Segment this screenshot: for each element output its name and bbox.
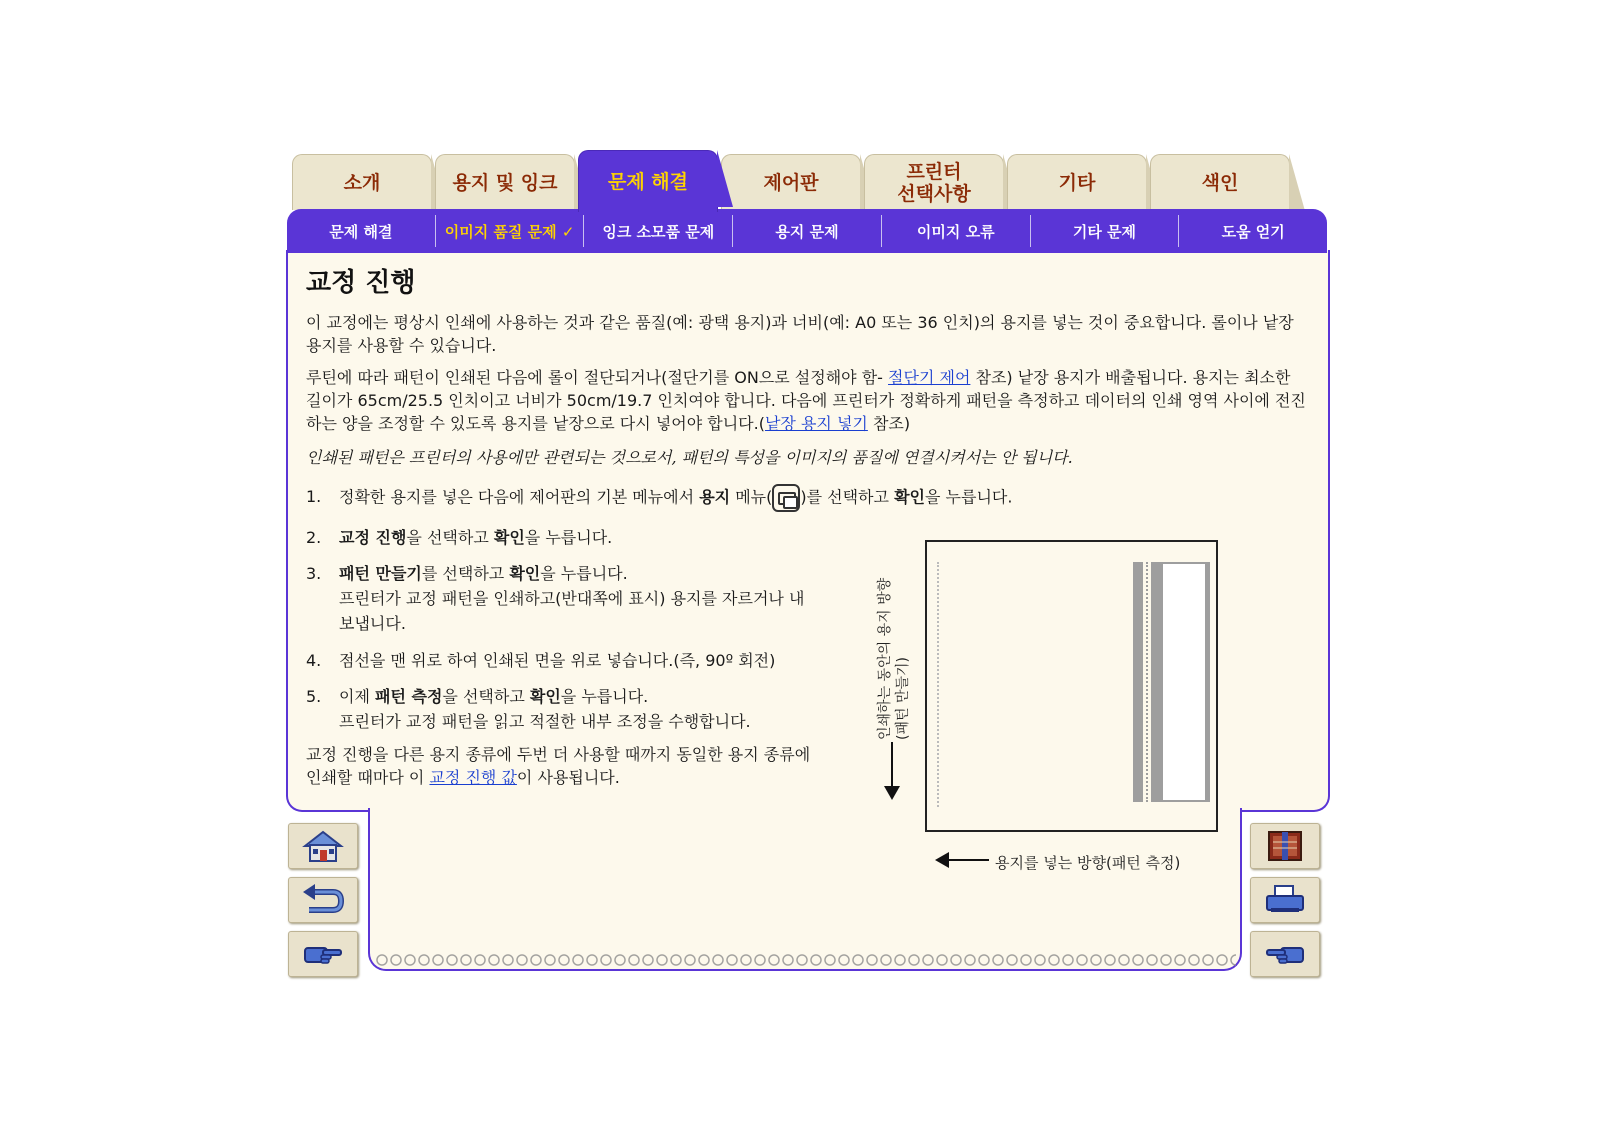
home-icon bbox=[301, 828, 345, 864]
subnav-image-errors[interactable]: 이미지 오류 bbox=[882, 215, 1031, 247]
note-paragraph: 인쇄된 패턴은 프린터의 사용에만 관련되는 것으로서, 패턴의 특성을 이미지의 품질에 연결시켜서는 안 됩니다. bbox=[306, 448, 1073, 467]
print-direction-arrow bbox=[891, 742, 893, 790]
cut-dotted-line bbox=[937, 562, 939, 807]
prev-page-hand-icon bbox=[1263, 936, 1307, 972]
subnav-media[interactable]: 용지 문제 bbox=[733, 215, 882, 247]
feed-direction-label: 용지를 넣는 방향(패턴 측정) bbox=[995, 854, 1181, 872]
cutter-control-link[interactable]: 절단기 제어 bbox=[888, 368, 971, 387]
calibration-pattern-diagram bbox=[925, 540, 1218, 832]
closing-paragraph: 교정 진행을 다른 용지 종류에 두번 더 사용할 때까지 동일한 용지 종류에 인쇄할 때마다 이 교정 진행 값이 사용됩니다. bbox=[306, 745, 811, 787]
spiral-binding bbox=[376, 950, 1236, 972]
prev-page-button[interactable] bbox=[1250, 931, 1320, 977]
bottom-panel bbox=[368, 808, 1242, 971]
step-5: 5. 이제 패턴 측정을 선택하고 확인을 누릅니다. 프린터가 교정 패턴을 읽고 적절한 내부 조정을 수행합니다. bbox=[306, 687, 751, 731]
next-page-button[interactable] bbox=[288, 931, 358, 977]
routine-paragraph: 루틴에 따라 패턴이 인쇄된 다음에 롤이 절단되거나(절단기를 ON으로 설정해야 함- 절단기 제어 참조) 낱장 용지가 배출됩니다. 용지는 최소한 길이가 65cm/25.5 인치이고 너비가 50cm/19.7 인치여야 합니다. 다음에 프린터가 정확하게 패턴을 측정하고 데이터의 인쇄 영역 사이에 전진하는 양을 조정할 수 있도록 용지를 낱장으로 다시 넣어야 합니다.(낱장 용지 넣기 참조) bbox=[306, 368, 1306, 433]
feed-direction-arrow bbox=[945, 859, 989, 861]
tab-index[interactable]: 색인 bbox=[1150, 154, 1290, 210]
tab-paper-ink[interactable]: 용지 및 잉크 bbox=[435, 154, 575, 210]
printer-icon bbox=[1263, 882, 1307, 918]
subnav-troubleshooting[interactable]: 문제 해결 bbox=[287, 215, 436, 247]
tab-printer-options[interactable]: 프린터 선택사항 bbox=[864, 154, 1004, 210]
contents-book-icon bbox=[1263, 828, 1307, 864]
subnav-image-quality[interactable]: 이미지 품질 문제 ✓ bbox=[436, 215, 585, 247]
pattern-sheet bbox=[1161, 562, 1207, 802]
media-menu-icon bbox=[772, 484, 800, 512]
main-tab-bar bbox=[292, 150, 1312, 210]
load-sheet-link[interactable]: 낱장 용지 넣기 bbox=[764, 414, 868, 433]
next-page-hand-icon bbox=[301, 936, 345, 972]
back-button[interactable] bbox=[288, 877, 358, 923]
subnav-ink-supplies[interactable]: 잉크 소모품 문제 bbox=[584, 215, 733, 247]
intro-paragraph: 이 교정에는 평상시 인쇄에 사용하는 것과 같은 품질(예: 광택 용지)과 너비(예: A0 또는 36 인치)의 용지를 넣는 것이 중요합니다. 롤이나 낱장 용지를 사용할 수 있습니다. bbox=[306, 313, 1294, 355]
contents-button[interactable] bbox=[1250, 823, 1320, 869]
calibration-value-link[interactable]: 교정 진행 값 bbox=[429, 768, 517, 787]
print-button[interactable] bbox=[1250, 877, 1320, 923]
tab-other[interactable]: 기타 bbox=[1007, 154, 1147, 210]
tab-intro[interactable]: 소개 bbox=[292, 154, 432, 210]
subnav-other-problems[interactable]: 기타 문제 bbox=[1031, 215, 1180, 247]
step-3: 3. 패턴 만들기를 선택하고 확인을 누릅니다. 프린터가 교정 패턴을 인쇄하고(반대쪽에 표시) 용지를 자르거나 내 보냅니다. bbox=[306, 564, 805, 633]
back-arrow-icon bbox=[301, 882, 345, 918]
step-4: 4. 점선을 맨 위로 하여 인쇄된 면을 위로 넣습니다.(즉, 90º 회전) bbox=[306, 651, 776, 670]
page-title: 교정 진행 bbox=[306, 268, 416, 298]
tab-control-panel[interactable]: 제어판 bbox=[721, 154, 861, 210]
print-direction-label: 인쇄하는 동안의 용지 방향 (패턴 만들기) bbox=[877, 577, 911, 740]
home-button[interactable] bbox=[288, 823, 358, 869]
subnav-get-help[interactable]: 도움 얻기 bbox=[1221, 222, 1285, 241]
page-header bbox=[306, 262, 1316, 299]
tab-troubleshooting[interactable]: 문제 해결 bbox=[578, 150, 718, 212]
step-1: 1. 정확한 용지를 넣은 다음에 제어판의 기본 메뉴에서 용지 메뉴( )를 선택하고 확인을 누릅니다. bbox=[306, 484, 1306, 514]
sub-navigation bbox=[287, 209, 1327, 253]
step-2: 2. 교정 진행을 선택하고 확인을 누릅니다. bbox=[306, 528, 613, 547]
